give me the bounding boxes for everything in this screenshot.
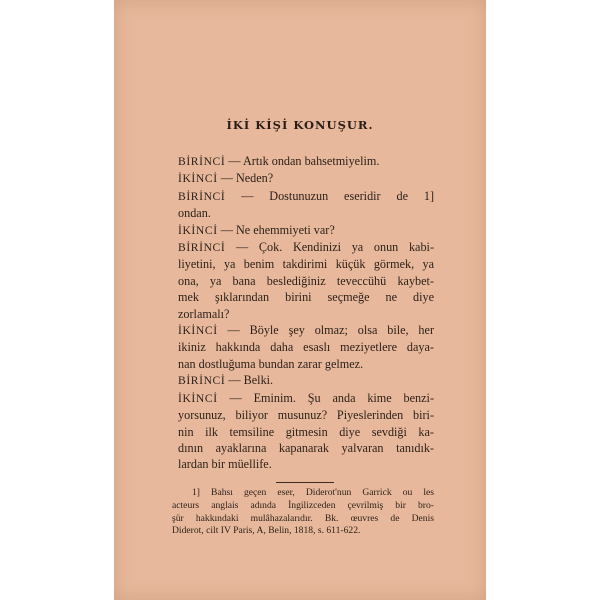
dialogue-line: mek şıklarından birini seçmeğe ne diye (178, 290, 434, 305)
speaker-name: İKİNCİ (178, 391, 218, 405)
dialogue-line: ikiniz hakkında daha esaslı meziyetlere daya- (178, 340, 434, 355)
dialogue-text: — Belki. (228, 373, 274, 388)
speaker-name: BİRİNCİ (178, 189, 226, 203)
dialogue-line: nan dostluğuma bundan zarar gelmez. (178, 356, 364, 371)
footnote-line: şür hakkındaki mulâhazalarıdır. Bk. œuvres de Denis (172, 512, 434, 524)
dialogue-text: — Ne ehemmiyeti var? (220, 222, 335, 237)
dialogue-text: — Artık ondan bahsetmiyelim. (228, 154, 380, 168)
chapter-title: İKİ KİŞİ KONUŞUR. (226, 118, 374, 132)
footnote (172, 487, 434, 538)
dialogue-paragraph (178, 170, 434, 187)
dialogue-text: — Eminim. Şu anda kime benzi- (229, 390, 435, 405)
dialogue-line: zorlamalı? (178, 306, 230, 321)
footnote-line: 1] Bahsı geçen eser, Diderot'nun Garrick ou les (192, 487, 434, 498)
speaker-name: İKİNCİ (178, 324, 218, 338)
dialogue-line (178, 153, 434, 170)
dialogue-line: ona, ya bana beslediğiniz teveccühü kaybet- (178, 273, 434, 288)
dialogue-line: yorsunuz, biliyor musunuz? Piyeslerinden biri- (178, 408, 434, 423)
dialogue-text: — Böyle şey olmaz; olsa bile, her (227, 323, 434, 338)
dialogue-line (178, 322, 434, 339)
dialogue-body (178, 153, 434, 473)
dialogue-line (178, 188, 434, 205)
dialogue-line: liyetini, ya benim takdirimi küçük görmek, ya (178, 257, 434, 272)
book-page (114, 0, 486, 600)
dialogue-text: — Dostunuzun eseridir de 1] (241, 188, 434, 203)
speaker-name: BİRİNCİ (178, 241, 226, 255)
speaker-name: İKİNCİ (178, 172, 218, 186)
speaker-name: İKİNCİ (178, 223, 218, 237)
dialogue-paragraph (178, 322, 434, 372)
footnote-divider (276, 482, 334, 483)
dialogue-text: — Çok. Kendinizi ya onun kabi- (236, 240, 435, 255)
speaker-name: BİRİNCİ (178, 155, 226, 168)
dialogue-line: ondan. (178, 206, 211, 221)
dialogue-paragraph (178, 390, 434, 473)
dialogue-line: dının ayaklarına kapanarak yalvaran tanıdık- (178, 440, 434, 455)
dialogue-paragraph (178, 372, 434, 389)
dialogue-paragraph (178, 188, 434, 222)
dialogue-text: — Neden? (220, 171, 274, 186)
footnote-line: Diderot, cilt IV Paris, A, Belin, 1818, s. 611-622. (172, 525, 361, 537)
dialogue-paragraph (178, 239, 434, 322)
dialogue-line (178, 222, 434, 239)
dialogue-paragraph (178, 222, 434, 239)
dialogue-line (178, 170, 434, 187)
dialogue-line (178, 390, 434, 407)
dialogue-line: nin ilk temsiline gitmesin diye sevdiği ka- (178, 424, 434, 439)
dialogue-line (178, 239, 434, 256)
dialogue-paragraph (178, 153, 434, 170)
footnote-line: acteurs anglais adında İngilizceden çevrilmiş bir bro- (172, 499, 434, 511)
speaker-name: BİRİNCİ (178, 374, 226, 388)
dialogue-line (178, 372, 434, 389)
dialogue-line: lardan bir müellife. (178, 457, 272, 472)
